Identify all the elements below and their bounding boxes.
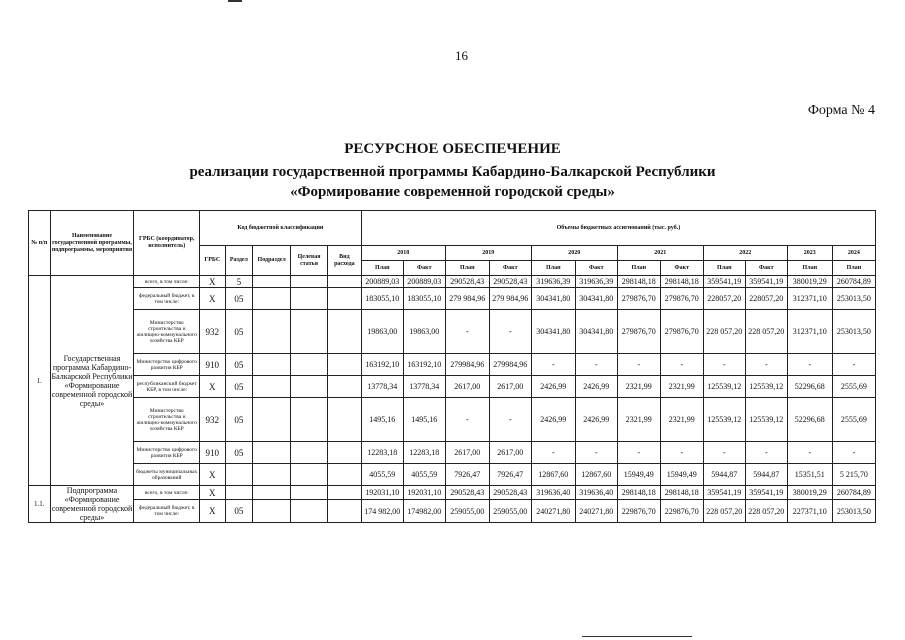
budget-value: 4055,59: [361, 464, 403, 486]
budget-value: 2617,00: [445, 442, 489, 464]
header-razdel: Раздел: [225, 246, 253, 276]
plan-header: План: [617, 261, 660, 276]
budget-value: 228057,20: [703, 288, 745, 310]
budget-value: 298148,18: [617, 276, 660, 288]
budget-value: -: [489, 398, 531, 442]
budget-value: 228 057,20: [745, 310, 787, 354]
budget-value: 1495,16: [361, 398, 403, 442]
funding-source: всего, в том числе:: [134, 486, 200, 500]
budget-value: 163192,10: [361, 354, 403, 376]
budget-value: 304341,80: [575, 288, 617, 310]
budget-value: -: [832, 442, 875, 464]
budget-value: 2426,99: [531, 376, 575, 398]
page-number: 16: [455, 48, 468, 63]
grbs-code: Х: [200, 486, 226, 500]
budget-value: 240271,80: [531, 500, 575, 523]
funding-source: Министерство цифрового развития КБР: [134, 442, 200, 464]
plan-header: План: [832, 261, 875, 276]
funding-source: Министерство цифрового развития КБР: [134, 354, 200, 376]
budget-value: -: [575, 442, 617, 464]
funding-source: федеральный бюджет, в том числе:: [134, 500, 200, 523]
budget-value: 52296,68: [787, 376, 832, 398]
table-row: [29, 354, 876, 376]
funding-source: республиканский бюджет КБР, в том числе:: [134, 376, 200, 398]
podrazdel-code: [253, 442, 291, 464]
grbs-code: Х: [200, 464, 226, 486]
podrazdel-code: [253, 288, 291, 310]
budget-value: 12867,60: [575, 464, 617, 486]
budget-value: 125539,12: [703, 398, 745, 442]
budget-value: 253013,50: [832, 288, 875, 310]
budget-value: 174 982,00: [361, 500, 403, 523]
grbs-code: 910: [200, 442, 226, 464]
budget-value: 192031,10: [403, 486, 445, 500]
celevaya-code: [291, 310, 328, 354]
budget-value: 200889,03: [361, 276, 403, 288]
budget-value: -: [445, 310, 489, 354]
fakt-header: Факт: [575, 261, 617, 276]
budget-value: 2555,69: [832, 398, 875, 442]
budget-value: 260784,89: [832, 276, 875, 288]
budget-value: 279 984,96: [445, 288, 489, 310]
grbs-code: 932: [200, 398, 226, 442]
table-row: [29, 500, 876, 523]
budget-value: 253013,50: [832, 310, 875, 354]
grbs-code: Х: [200, 376, 226, 398]
budget-value: -: [832, 354, 875, 376]
budget-value: 359541,19: [745, 276, 787, 288]
table-row: [29, 376, 876, 398]
budget-value: -: [745, 354, 787, 376]
budget-value: -: [703, 442, 745, 464]
budget-value: -: [617, 442, 660, 464]
podrazdel-code: [253, 276, 291, 288]
budget-value: 359541,19: [745, 486, 787, 500]
celevaya-code: [291, 376, 328, 398]
budget-value: 1495,16: [403, 398, 445, 442]
budget-value: 259055,00: [445, 500, 489, 523]
budget-value: 2617,00: [489, 442, 531, 464]
budget-value: 200889,03: [403, 276, 445, 288]
row-number: 1.1.: [29, 486, 51, 523]
budget-value: 359541,19: [703, 276, 745, 288]
budget-value: 13778,34: [403, 376, 445, 398]
header-vid: Вид расхода: [327, 246, 361, 276]
razdel-code: 05: [225, 288, 253, 310]
table-row: [29, 276, 876, 288]
budget-value: 290528,43: [445, 486, 489, 500]
table-row: [29, 310, 876, 354]
row-number: 1.: [29, 276, 51, 486]
vid-code: [327, 276, 361, 288]
budget-value: 174982,00: [403, 500, 445, 523]
budget-value: 2617,00: [489, 376, 531, 398]
razdel-code: 05: [225, 310, 253, 354]
document-title: РЕСУРСНОЕ ОБЕСПЕЧЕНИЕ: [344, 141, 561, 157]
razdel-code: [225, 486, 253, 500]
budget-value: 290528,43: [489, 276, 531, 288]
budget-value: 304341,80: [531, 288, 575, 310]
budget-value: 5 215,70: [832, 464, 875, 486]
budget-value: 12867,60: [531, 464, 575, 486]
budget-value: 2426,99: [575, 398, 617, 442]
budget-value: 380019,29: [787, 486, 832, 500]
budget-value: 312371,10: [787, 310, 832, 354]
budget-value: 183055,10: [361, 288, 403, 310]
budget-value: 240271,80: [575, 500, 617, 523]
vid-code: [327, 354, 361, 376]
budget-value: 125539,12: [745, 376, 787, 398]
table-row: [29, 288, 876, 310]
header-num: № п/п: [29, 211, 51, 276]
fakt-header: Факт: [660, 261, 703, 276]
header-podrazdel: Подраздел: [253, 246, 291, 276]
budget-value: 298148,18: [660, 276, 703, 288]
budget-value: 5944,87: [745, 464, 787, 486]
podrazdel-code: [253, 464, 291, 486]
vid-code: [327, 442, 361, 464]
razdel-code: 05: [225, 376, 253, 398]
budget-value: 227371,10: [787, 500, 832, 523]
razdel-code: 05: [225, 500, 253, 523]
podrazdel-code: [253, 398, 291, 442]
budget-value: 319636,40: [531, 486, 575, 500]
header-name: Наименование государственной программы, подпрограммы, мероприятия: [50, 211, 134, 276]
table-row: [29, 486, 876, 500]
grbs-code: 932: [200, 310, 226, 354]
celevaya-code: [291, 276, 328, 288]
year-header: 2020: [531, 246, 617, 261]
budget-value: 2321,99: [660, 376, 703, 398]
budget-value: 359541,19: [703, 486, 745, 500]
celevaya-code: [291, 500, 328, 523]
fakt-header: Факт: [403, 261, 445, 276]
budget-value: -: [531, 354, 575, 376]
table-body: [29, 276, 876, 523]
header-grbs-head: ГРБС (координатор, исполнитель): [134, 211, 200, 276]
budget-value: -: [489, 310, 531, 354]
table-row: [29, 464, 876, 486]
celevaya-code: [291, 464, 328, 486]
table-row: [29, 442, 876, 464]
budget-value: 15949,49: [660, 464, 703, 486]
razdel-code: 05: [225, 442, 253, 464]
bottom-edge-line: [582, 636, 692, 637]
vid-code: [327, 310, 361, 354]
budget-value: -: [660, 442, 703, 464]
budget-value: 260784,89: [832, 486, 875, 500]
budget-value: 304341,80: [575, 310, 617, 354]
celevaya-code: [291, 288, 328, 310]
budget-value: 125539,12: [745, 398, 787, 442]
celevaya-code: [291, 354, 328, 376]
budget-value: 4055,59: [403, 464, 445, 486]
budget-value: 2321,99: [617, 376, 660, 398]
header-grbs: ГРБС: [200, 246, 226, 276]
plan-header: План: [787, 261, 832, 276]
year-header: 2024: [832, 246, 875, 261]
budget-value: 298148,18: [617, 486, 660, 500]
year-header: 2023: [787, 246, 832, 261]
funding-source: бюджеты муниципальных образований: [134, 464, 200, 486]
budget-value: 7926,47: [489, 464, 531, 486]
plan-header: План: [531, 261, 575, 276]
podrazdel-code: [253, 310, 291, 354]
budget-value: 279876,70: [617, 310, 660, 354]
budget-value: 279876,70: [617, 288, 660, 310]
budget-value: 5944,87: [703, 464, 745, 486]
razdel-code: 5: [225, 276, 253, 288]
plan-header: План: [361, 261, 403, 276]
budget-value: 15949,49: [617, 464, 660, 486]
budget-value: 380019,29: [787, 276, 832, 288]
budget-value: 279876,70: [660, 288, 703, 310]
budget-value: -: [787, 354, 832, 376]
budget-value: 259055,00: [489, 500, 531, 523]
budget-value: 279876,70: [660, 310, 703, 354]
podrazdel-code: [253, 500, 291, 523]
budget-value: 229876,70: [660, 500, 703, 523]
top-edge-mark: [228, 0, 242, 2]
budget-value: 2426,99: [531, 398, 575, 442]
budget-value: 229876,70: [617, 500, 660, 523]
year-header: 2019: [445, 246, 531, 261]
funding-source: Министерство строительства и жилищно-коммунального хозяйства КБР: [134, 310, 200, 354]
funding-source: Министерство строительства и жилищно-коммунального хозяйства КБР: [134, 398, 200, 442]
resource-table: [28, 210, 876, 523]
header-volumes: Объемы бюджетных ассигнований (тыс. руб.): [361, 211, 875, 246]
budget-value: 13778,34: [361, 376, 403, 398]
budget-value: 2617,00: [445, 376, 489, 398]
grbs-code: Х: [200, 276, 226, 288]
celevaya-code: [291, 442, 328, 464]
year-header: 2021: [617, 246, 703, 261]
celevaya-code: [291, 398, 328, 442]
fakt-header: Факт: [489, 261, 531, 276]
budget-value: 52296,68: [787, 398, 832, 442]
budget-value: 192031,10: [361, 486, 403, 500]
vid-code: [327, 398, 361, 442]
budget-value: 279 984,96: [489, 288, 531, 310]
budget-value: 7926,47: [445, 464, 489, 486]
budget-value: 15351,51: [787, 464, 832, 486]
budget-value: 319636,40: [575, 486, 617, 500]
year-header: 2022: [703, 246, 787, 261]
budget-value: 279984,96: [489, 354, 531, 376]
plan-header: План: [445, 261, 489, 276]
budget-value: -: [787, 442, 832, 464]
program-name: Подпрограмма «Формирование современной городской среды»: [51, 486, 133, 522]
budget-value: 2321,99: [617, 398, 660, 442]
program-title: «Формирование современной городской среды»: [290, 184, 615, 200]
budget-value: 312371,10: [787, 288, 832, 310]
budget-value: -: [660, 354, 703, 376]
budget-value: 290528,43: [445, 276, 489, 288]
budget-value: 253013,50: [832, 500, 875, 523]
document-subtitle: реализации государственной программы Кабардино-Балкарской Республики: [189, 164, 716, 180]
year-header: 2018: [361, 246, 445, 261]
vid-code: [327, 288, 361, 310]
funding-source: федеральный бюджет, в том числе:: [134, 288, 200, 310]
vid-code: [327, 500, 361, 523]
budget-value: 2555,69: [832, 376, 875, 398]
budget-value: 290528,43: [489, 486, 531, 500]
budget-value: 2321,99: [660, 398, 703, 442]
budget-value: 298148,18: [660, 486, 703, 500]
budget-value: -: [531, 442, 575, 464]
razdel-code: 05: [225, 354, 253, 376]
budget-value: 228 057,20: [703, 500, 745, 523]
budget-value: 125539,12: [703, 376, 745, 398]
budget-value: 2426,99: [575, 376, 617, 398]
budget-value: 228 057,20: [703, 310, 745, 354]
budget-value: 163192,10: [403, 354, 445, 376]
razdel-code: 05: [225, 398, 253, 442]
plan-header: План: [703, 261, 745, 276]
table-row: [29, 398, 876, 442]
grbs-code: 910: [200, 354, 226, 376]
fakt-header: Факт: [745, 261, 787, 276]
budget-value: -: [745, 442, 787, 464]
budget-value: 319636,39: [531, 276, 575, 288]
budget-value: -: [703, 354, 745, 376]
vid-code: [327, 464, 361, 486]
podrazdel-code: [253, 376, 291, 398]
grbs-code: Х: [200, 500, 226, 523]
podrazdel-code: [253, 486, 291, 500]
budget-value: 12283,18: [403, 442, 445, 464]
vid-code: [327, 486, 361, 500]
budget-value: -: [445, 398, 489, 442]
header-celevaya: Целевая статья: [291, 246, 328, 276]
budget-value: 228057,20: [745, 288, 787, 310]
funding-source: всего, в том числе:: [134, 276, 200, 288]
grbs-code: Х: [200, 288, 226, 310]
budget-value: 19863,00: [361, 310, 403, 354]
header-kbk: Код бюджетной классификации: [200, 211, 362, 246]
vid-code: [327, 376, 361, 398]
budget-value: 319636,39: [575, 276, 617, 288]
budget-value: -: [617, 354, 660, 376]
budget-value: 183055,10: [403, 288, 445, 310]
budget-value: 19863,00: [403, 310, 445, 354]
budget-value: -: [575, 354, 617, 376]
budget-value: 304341,80: [531, 310, 575, 354]
program-name: Государственная программа Кабардино-Балкарской Республики «Формирование современной городской среды»: [50, 276, 134, 486]
budget-value: 228 057,20: [745, 500, 787, 523]
razdel-code: [225, 464, 253, 486]
budget-value: 279984,96: [445, 354, 489, 376]
budget-value: 12283,18: [361, 442, 403, 464]
celevaya-code: [291, 486, 328, 500]
podrazdel-code: [253, 354, 291, 376]
form-label: Форма № 4: [807, 103, 875, 118]
